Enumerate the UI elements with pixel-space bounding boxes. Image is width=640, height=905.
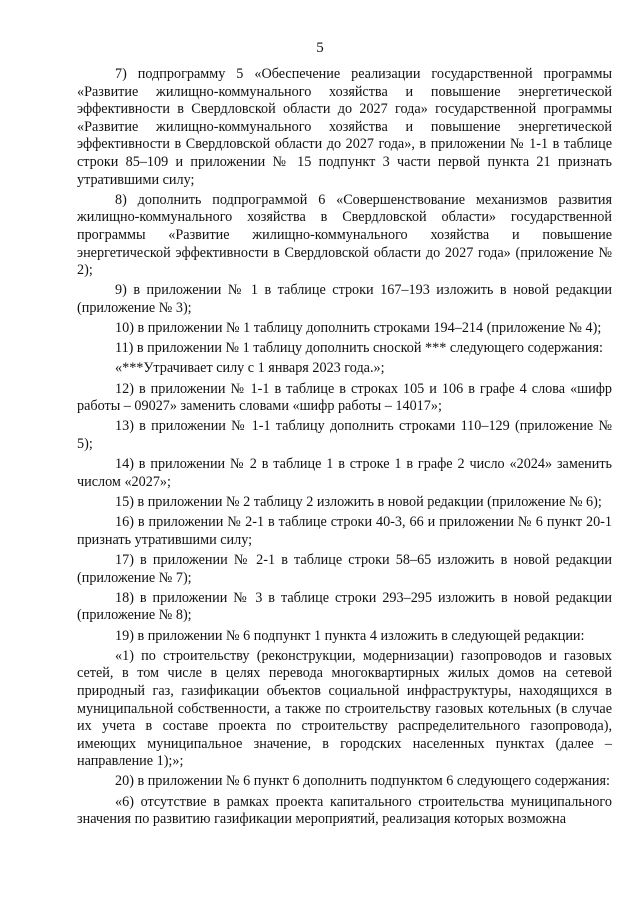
paragraph-item-19: 19) в приложении № 6 подпункт 1 пункта 4 изложить в следующей редакции: — [115, 627, 585, 644]
paragraph-item-11: 11) в приложении № 1 таблицу дополнить сноской *** следующего содержания: — [115, 340, 603, 357]
page-number: 5 — [316, 40, 324, 56]
paragraph-quote-subitem-6: «6) отсутствие в рамках проекта капитального строительства муниципального значения по развитию газификации мероприятий, реализация которых возможна — [77, 793, 612, 828]
paragraph-item-20: 20) в приложении № 6 пункт 6 дополнить подпунктом 6 следующего содержания: — [115, 773, 610, 790]
paragraph-item-7: 7) подпрограмму 5 «Обеспечение реализации государственной программы «Развитие жилищно-коммунального хозяйства и повышение энергетической эффективности в Свердловской области до 2027 года» государственной программы «Развитие жилищно-коммунального хозяйства и повышение энергетической эффективности в Свердловской области до 2027 года», в приложении № 1-1 в таблице строки 85–109 и приложении № 15 подпункт 3 части первой пункта 21 признать утратившими силу; — [77, 66, 612, 188]
document-body — [77, 66, 612, 831]
paragraph-item-15: 15) в приложении № 2 таблицу 2 изложить в новой редакции (приложение № 6); — [115, 494, 602, 510]
paragraph-item-16: 16) в приложении № 2-1 в таблице строки 40-3, 66 и приложении № 6 пункт 20-1 признать утратившими силу; — [77, 514, 612, 548]
paragraph-item-8: 8) дополнить подпрограммой 6 «Совершенствование механизмов развития жилищно-коммунального хозяйства в Свердловской области» государственной программы «Развитие жилищно-коммунального хозяйства и повышение энергетической эффективности в Свердловской области до 2027 года» (приложение № 2); — [77, 191, 612, 279]
paragraph-item-10: 10) в приложении № 1 таблицу дополнить строками 194–214 (приложение № 4); — [115, 320, 602, 337]
paragraph-item-18: 18) в приложении № 3 в таблице строки 293–295 изложить в новой редакции (приложение № 8); — [77, 589, 612, 624]
paragraph-quote-subitem-1: «1) по строительству (реконструкции, модернизации) газопроводов и газовых сетей, в том числе в целях перевода многоквартирных жилых домов на сетевой природный газ, газификации объектов социальной инфраструктуры, находящихся в муниципальной собственности, а также по строительству газовых котельных (в случае их учета в составе проекта по строительству распределительного газопровода), имеющих муниципальное значение, в городских населенных пунктах (далее – направление 1);»; — [77, 647, 612, 770]
paragraph-footnote-text: «***Утрачивает силу с 1 января 2023 года.»; — [115, 360, 385, 377]
paragraph-item-12: 12) в приложении № 1-1 в таблице в строках 105 и 106 в графе 4 слова «шифр работы – 09027» заменить словами «шифр работы – 14017»; — [77, 380, 612, 415]
paragraph-item-14: 14) в приложении № 2 в таблице 1 в строке 1 в графе 2 число «2024» заменить числом «2027»; — [77, 456, 612, 490]
paragraph-item-17: 17) в приложении № 2-1 в таблице строки 58–65 изложить в новой редакции (приложение № 7); — [77, 551, 612, 586]
paragraph-item-13: 13) в приложении № 1-1 таблицу дополнить строками 110–129 (приложение № 5); — [77, 418, 612, 453]
paragraph-item-9: 9) в приложении № 1 в таблице строки 167–193 изложить в новой редакции (приложение № 3); — [77, 282, 612, 316]
